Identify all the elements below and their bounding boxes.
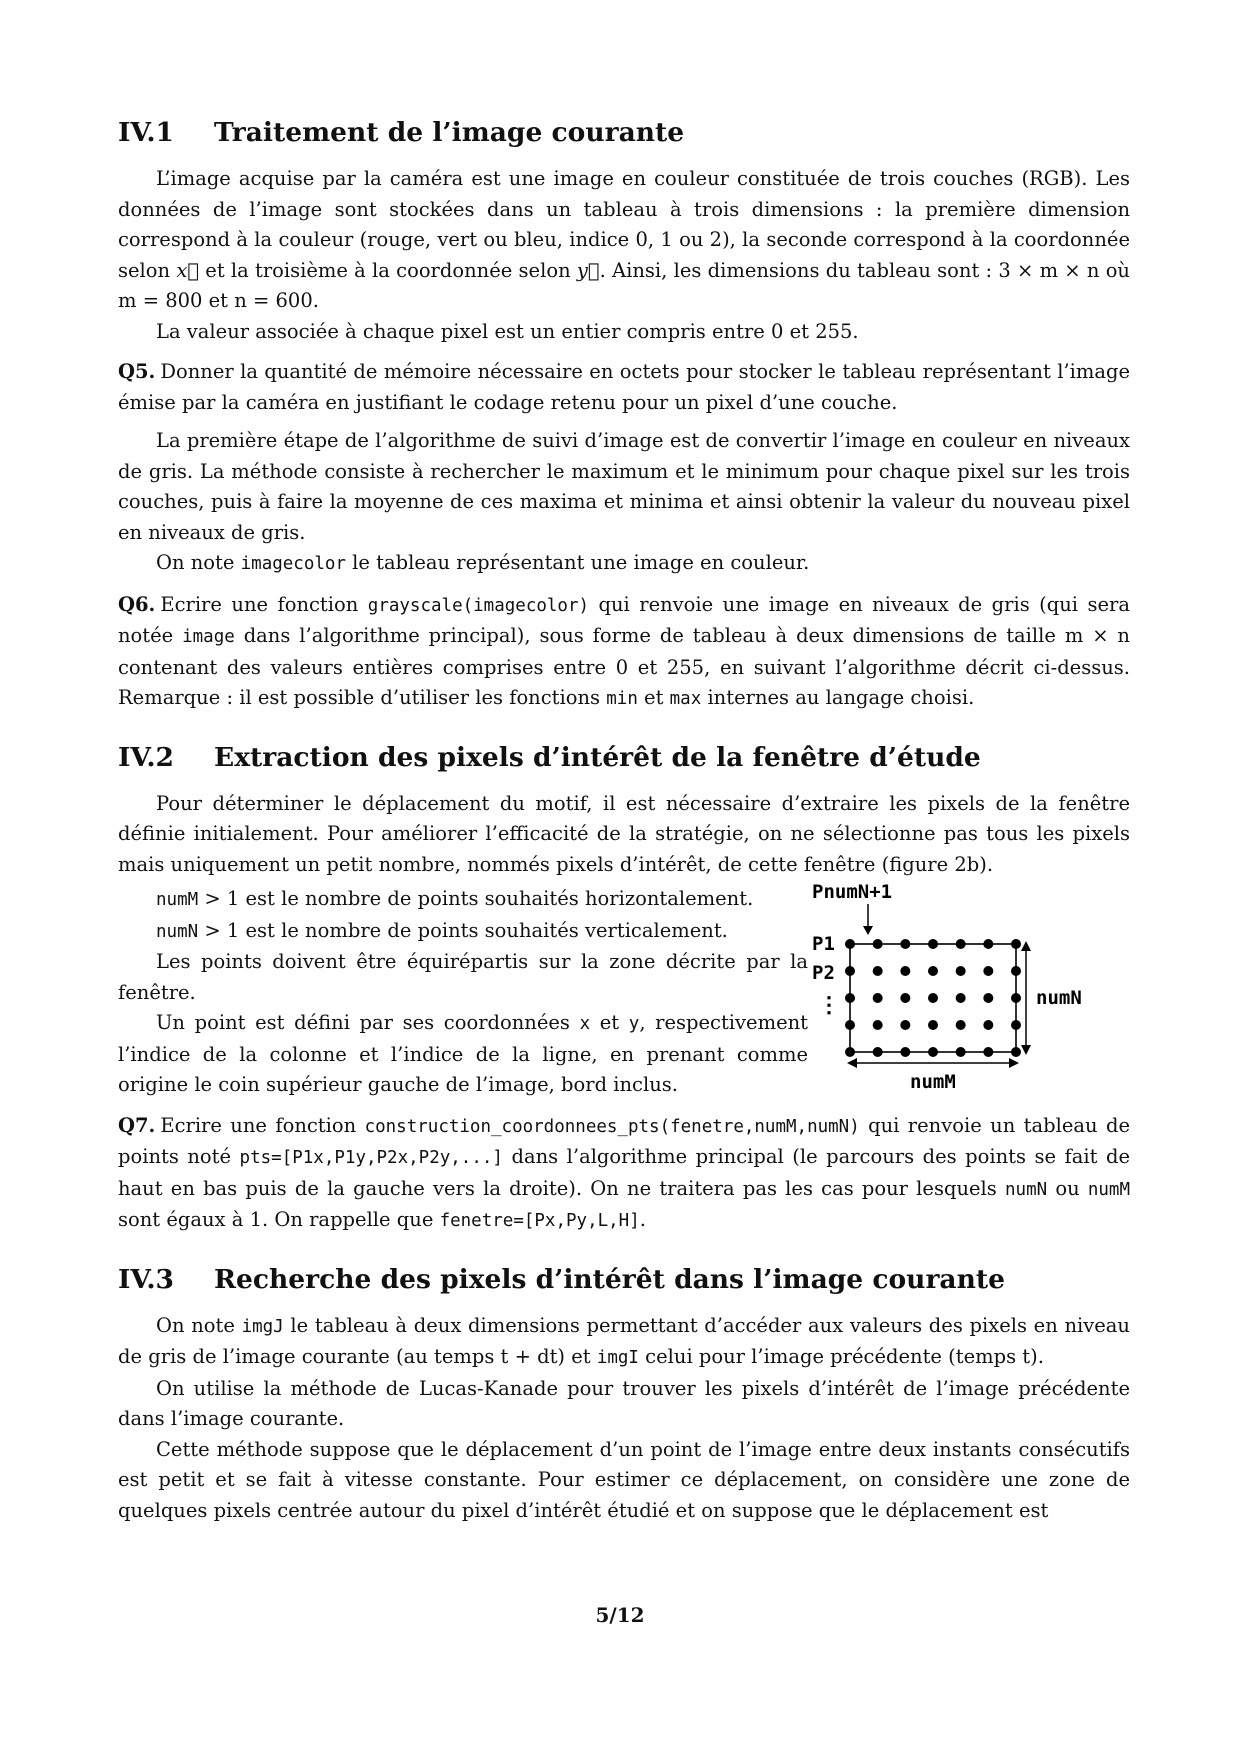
label-p2: P2 <box>812 962 835 984</box>
text: le tableau représentant une image en couleur. <box>345 551 810 574</box>
question-label: Q6. <box>118 592 156 616</box>
paragraph <box>118 548 1130 580</box>
grid-point <box>1011 939 1021 949</box>
code: pts=[P1x,P1y,P2x,P2y,...] <box>239 1148 503 1168</box>
paragraph: Cette méthode suppose que le déplacement d’un point de l’image entre deux instants consécutifs est petit et se fait à vitesse constante. Pour estimer ce déplacement, on considère une zone de quelques pixels centrée autour du pixel d’intérêt étudié et on suppose que le déplacement est <box>118 1437 1130 1522</box>
text: . <box>639 1208 646 1231</box>
grid-point <box>928 993 938 1003</box>
grid-point <box>1011 1020 1021 1030</box>
text: qui renvoie un tableau de points noté <box>118 1113 1130 1168</box>
numM-arrow-left <box>847 1058 857 1068</box>
text: internes au langage choisi. <box>701 686 975 709</box>
text: . Ainsi, les dimensions du tableau sont : 3 × m × n où m = 800 et n = 600. <box>118 258 1130 312</box>
question-text: Donner la quantité de mémoire nécessaire en octets pour stocker le tableau représentant l’image émise par la caméra en justifiant le codage retenu pour un pixel d’une couche. <box>118 360 1130 414</box>
text: sont égaux à 1. On rappelle que <box>118 1208 440 1231</box>
code: grayscale(imagecolor) <box>367 595 590 616</box>
page-number: 5/12 <box>595 1603 645 1627</box>
grid-point <box>928 1047 938 1057</box>
question-label: Q7. <box>118 1113 156 1137</box>
text: > 1 est le nombre de points souhaités verticalement. <box>198 918 728 942</box>
code: numN <box>156 921 199 942</box>
grid-point <box>956 939 966 949</box>
question-q7 <box>118 1111 1130 1237</box>
text: Un point est défini par ses coordonnées <box>156 1011 580 1034</box>
grid-point <box>845 966 855 976</box>
text: le tableau à deux dimensions permettant d’accéder aux valeurs des pixels en niveau de gris de l’image courante (au temps t + dt) et <box>118 1313 1130 1368</box>
code: image <box>182 627 235 647</box>
grid-point <box>845 1047 855 1057</box>
grid-point <box>928 939 938 949</box>
grid-point <box>845 1020 855 1030</box>
code: fenetre=[Px,Py,L,H] <box>439 1211 640 1231</box>
text-with-figure <box>118 881 1130 1101</box>
grid-point <box>845 939 855 949</box>
grid-point <box>900 939 910 949</box>
grid-point <box>873 1020 883 1030</box>
text: dans l’algorithme principal (le parcours des points se fait de haut en bas puis de la gauche vers la droite). On ne traitera pas les cas pour lesquels <box>118 1145 1130 1200</box>
code: imgI <box>596 1348 639 1368</box>
grid-point <box>873 993 883 1003</box>
grid-point <box>873 1047 883 1057</box>
question-label: Q5. <box>118 360 156 383</box>
grid-point <box>1011 966 1021 976</box>
text: qui renvoie une image en niveaux de gris (qui sera notée <box>118 592 1131 647</box>
code: x <box>579 1014 591 1034</box>
grid-point <box>900 1020 910 1030</box>
paragraph <box>118 1311 1130 1374</box>
grid-point <box>983 1020 993 1030</box>
text: L’image acquise par la caméra est une image en couleur constituée de trois couches (RGB). Les données de l’image sont stockées dans un tableau à trois dimensions : la première dimension correspond à la couleur (rouge, vert ou bleu, indice 0, 1 ou 2), la seconde correspond à la coordonnée selon <box>118 167 1130 282</box>
paragraph: Les points doivent être équirépartis sur la zone décrite par la fenêtre. <box>118 950 808 1004</box>
code: max <box>669 689 702 709</box>
grid-point <box>928 1020 938 1030</box>
section-title: Traitement de l’image courante <box>214 117 685 148</box>
text: et la troisième à la coordonnée selon <box>199 258 577 282</box>
grid-point <box>873 939 883 949</box>
vector-x: x⃗ <box>176 258 200 282</box>
points-grid-figure <box>812 878 1130 1100</box>
grid-point <box>983 966 993 976</box>
text: Ecrire une fonction <box>160 592 368 616</box>
grid-point <box>956 1047 966 1057</box>
label-p1: P1 <box>812 933 835 955</box>
text: Ecrire une fonction <box>160 1113 365 1137</box>
code: imagecolor <box>240 554 346 574</box>
section-number: IV.3 <box>118 1263 174 1295</box>
question-q5 <box>118 357 1130 418</box>
figure-side-text <box>118 884 808 1101</box>
text: dans l’algorithme principal), sous forme de tableau à deux dimensions de taille m × n contenant des valeurs entières comprises entre 0 et 255, en suivant l’algorithme décrit ci-dessus. Remarque : il est possible d’utiliser les fonctions <box>118 624 1130 709</box>
dots-group <box>845 939 1021 1057</box>
code: min <box>606 689 638 709</box>
code: construction_coordonnees_pts(fenetre,numM,numN) <box>364 1116 860 1137</box>
section-number: IV.2 <box>118 741 174 773</box>
grid-point <box>845 993 855 1003</box>
label-numN: numN <box>1036 987 1082 1009</box>
text: et <box>590 1011 629 1034</box>
paragraph: La valeur associée à chaque pixel est un entier compris entre 0 et 255. <box>156 319 859 343</box>
section-heading-iv2 <box>118 741 1130 775</box>
text: celui pour l’image précédente (temps t). <box>638 1345 1044 1368</box>
label-numM: numM <box>910 1071 956 1093</box>
grid-point <box>983 1047 993 1057</box>
grid-point <box>956 966 966 976</box>
grid-point <box>983 993 993 1003</box>
numM-arrow-right <box>1009 1058 1019 1068</box>
code: numN <box>1005 1179 1048 1200</box>
code: numM <box>1087 1179 1130 1200</box>
paragraph <box>118 884 808 916</box>
code: numM <box>156 890 199 910</box>
arrow-down-head <box>863 926 873 935</box>
code: y <box>628 1014 640 1034</box>
grid-point <box>956 993 966 1003</box>
paragraph: Pour déterminer le déplacement du motif, il est nécessaire d’extraire les pixels de la fenêtre définie initialement. Pour améliorer l’efficacité de la stratégie, on ne sélectionne pas tous les pixels mais uniquement un petit nombre, nommés pixels d’intérêt, de cette fenêtre (figure 2b). <box>118 791 1130 876</box>
section-heading-iv1 <box>118 116 1130 150</box>
numN-arrow-down <box>1021 1045 1031 1055</box>
grid-point <box>956 1020 966 1030</box>
text: , respectivement l’indice de la colonne et l’indice de la ligne, en prenant comme origine le coin supérieur gauche de l’image, bord inclus. <box>118 1011 809 1096</box>
paragraph <box>118 1008 808 1101</box>
section-title: Recherche des pixels d’intérêt dans l’image courante <box>214 1263 1005 1295</box>
section-heading-iv3 <box>118 1263 1130 1297</box>
grid-point <box>900 966 910 976</box>
label-dots: ⋮ <box>818 993 840 1018</box>
code: imgJ <box>241 1316 284 1337</box>
grid-point <box>900 993 910 1003</box>
paragraph <box>118 164 1130 317</box>
grid-point <box>900 1047 910 1057</box>
text: et <box>637 686 670 709</box>
paragraph: On utilise la méthode de Lucas-Kanade pour trouver les pixels d’intérêt de l’image précédente dans l’image courante. <box>118 1376 1130 1430</box>
section-number: IV.1 <box>118 117 174 148</box>
grid-point <box>1011 1047 1021 1057</box>
text: ou <box>1047 1176 1088 1200</box>
question-q6 <box>118 590 1130 715</box>
paragraph <box>118 916 808 948</box>
grid-point <box>873 966 883 976</box>
grid-point <box>1011 993 1021 1003</box>
grid-point <box>928 966 938 976</box>
grid-point <box>983 939 993 949</box>
vector-y: y⃗ <box>576 258 600 282</box>
grid-diagram <box>812 878 1130 1100</box>
section-title: Extraction des pixels d’intérêt de la fenêtre d’étude <box>214 741 981 773</box>
text: > 1 est le nombre de points souhaités horizontalement. <box>198 887 754 910</box>
page-content <box>118 100 1130 1526</box>
numN-arrow-up <box>1021 941 1031 951</box>
text: On note <box>156 551 241 574</box>
paragraph: La première étape de l’algorithme de suivi d’image est de convertir l’image en couleur en niveaux de gris. La méthode consiste à rechercher le maximum et le minimum pour chaque pixel sur les trois couches, puis à faire la moyenne de ces maxima et minima et ainsi obtenir la valeur du nouveau pixel en niveaux de gris. <box>118 429 1130 544</box>
text: On note <box>156 1313 242 1337</box>
label-pnumn1: PnumN+1 <box>812 881 893 903</box>
